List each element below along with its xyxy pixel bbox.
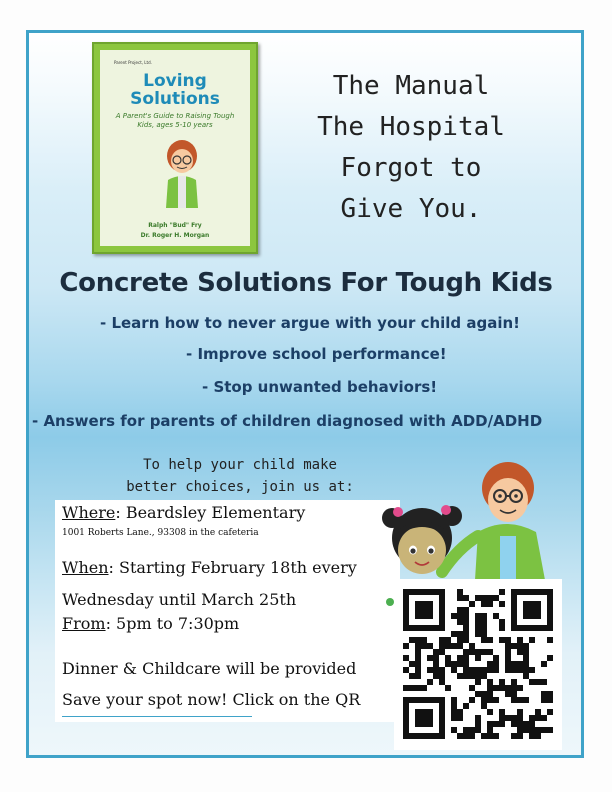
- qr-module: [511, 721, 517, 727]
- qr-module: [511, 733, 517, 739]
- qr-module: [493, 721, 499, 727]
- when-label: When: [62, 558, 109, 577]
- from-label: From: [62, 614, 106, 633]
- qr-module: [409, 661, 415, 667]
- qr-module: [499, 601, 505, 607]
- qr-module: [535, 733, 541, 739]
- qr-module: [481, 625, 487, 631]
- book-cover-inner: [100, 50, 250, 246]
- qr-module: [511, 685, 517, 691]
- qr-module: [481, 733, 487, 739]
- qr-module: [469, 673, 475, 679]
- qr-module: [457, 655, 463, 661]
- qr-module: [427, 679, 433, 685]
- qr-module: [439, 667, 445, 673]
- qr-module: [523, 721, 529, 727]
- qr-module: [457, 637, 463, 643]
- qr-module: [505, 661, 511, 667]
- qr-module: [487, 649, 493, 655]
- qr-module: [541, 697, 547, 703]
- qr-module: [415, 661, 421, 667]
- qr-module: [481, 601, 487, 607]
- qr-module: [469, 667, 475, 673]
- qr-module: [499, 709, 505, 715]
- invite-line1: To help your child make: [143, 457, 337, 473]
- invite-text: [90, 454, 390, 498]
- qr-module: [529, 733, 535, 739]
- qr-module: [499, 679, 505, 685]
- qr-module: [463, 661, 469, 667]
- qr-module: [541, 679, 547, 685]
- qr-module: [487, 661, 493, 667]
- qr-module: [451, 643, 457, 649]
- qr-module: [505, 715, 511, 721]
- qr-module: [421, 637, 427, 643]
- qr-module: [439, 673, 445, 679]
- where-line: [62, 503, 305, 522]
- qr-module: [463, 613, 469, 619]
- qr-module: [517, 733, 523, 739]
- qr-module: [457, 613, 463, 619]
- qr-module: [475, 667, 481, 673]
- qr-module: [475, 655, 481, 661]
- qr-module: [463, 595, 469, 601]
- qr-module: [517, 661, 523, 667]
- when-value: : Starting February 18th every: [108, 558, 357, 577]
- qr-module: [475, 613, 481, 619]
- headline-line3: Forgot to: [340, 153, 482, 183]
- qr-module: [541, 691, 547, 697]
- qr-module: [511, 643, 517, 649]
- qr-module: [505, 649, 511, 655]
- book-cover: [92, 42, 258, 254]
- qr-module: [523, 697, 529, 703]
- qr-module: [415, 649, 421, 655]
- book-author1: Ralph "Bud" Fry: [148, 222, 202, 229]
- qr-module: [451, 727, 457, 733]
- when-line: [62, 558, 357, 577]
- qr-module: [445, 643, 451, 649]
- qr-module: [499, 637, 505, 643]
- qr-module: [499, 685, 505, 691]
- qr-module: [463, 625, 469, 631]
- qr-module: [469, 649, 475, 655]
- qr-module: [499, 589, 505, 595]
- qr-module: [487, 679, 493, 685]
- qr-module: [475, 721, 481, 727]
- qr-module: [457, 715, 463, 721]
- qr-module: [475, 631, 481, 637]
- qr-module: [415, 655, 421, 661]
- qr-module: [469, 697, 475, 703]
- qr-module: [457, 709, 463, 715]
- qr-module: [481, 691, 487, 697]
- qr-module: [445, 685, 451, 691]
- headline-line1: The Manual: [332, 71, 490, 101]
- from-line: [62, 614, 239, 633]
- save-spot-text: Save your spot now! Click on the QR: [62, 690, 361, 709]
- qr-module: [487, 595, 493, 601]
- qr-module: [433, 667, 439, 673]
- qr-module: [493, 595, 499, 601]
- qr-module: [457, 595, 463, 601]
- book-title-line1: Loving: [143, 71, 207, 91]
- main-title: Concrete Solutions For Tough Kids: [59, 268, 553, 298]
- qr-module: [493, 697, 499, 703]
- benefit-item: - Learn how to never argue with your child again!: [100, 314, 521, 332]
- qr-module: [403, 685, 409, 691]
- qr-module: [517, 727, 523, 733]
- qr-module: [475, 691, 481, 697]
- qr-module: [529, 727, 535, 733]
- book-boy-illustration: [160, 136, 204, 208]
- qr-module: [517, 643, 523, 649]
- qr-module: [487, 727, 493, 733]
- qr-module: [451, 703, 457, 709]
- qr-module: [451, 697, 457, 703]
- qr-module: [517, 637, 523, 643]
- qr-module: [487, 637, 493, 643]
- qr-module: [439, 649, 445, 655]
- headline-line2: The Hospital: [317, 112, 505, 142]
- qr-module: [547, 637, 553, 643]
- qr-module: [493, 667, 499, 673]
- qr-module: [487, 667, 493, 673]
- qr-module: [427, 643, 433, 649]
- qr-module: [529, 667, 535, 673]
- qr-module: [457, 589, 463, 595]
- qr-module: [487, 709, 493, 715]
- qr-module: [475, 727, 481, 733]
- qr-module: [457, 733, 463, 739]
- book-publisher: Parent Project, Ltd.: [114, 60, 152, 65]
- qr-module: [415, 667, 421, 673]
- benefit-item: - Improve school performance!: [186, 345, 447, 363]
- qr-module: [463, 649, 469, 655]
- qr-module: [469, 601, 475, 607]
- qr-module: [469, 685, 475, 691]
- qr-module: [511, 715, 517, 721]
- qr-module: [523, 649, 529, 655]
- qr-module: [493, 685, 499, 691]
- qr-module: [439, 679, 445, 685]
- qr-module: [445, 661, 451, 667]
- qr-module: [541, 727, 547, 733]
- qr-module: [421, 643, 427, 649]
- qr-module: [487, 685, 493, 691]
- qr-module: [505, 643, 511, 649]
- qr-module: [493, 661, 499, 667]
- qr-module: [457, 607, 463, 613]
- qr-module: [415, 643, 421, 649]
- qr-module: [523, 661, 529, 667]
- provided-text: Dinner & Childcare will be provided: [62, 659, 357, 678]
- qr-module: [547, 655, 553, 661]
- qr-module: [463, 727, 469, 733]
- qr-module: [463, 607, 469, 613]
- qr-module: [523, 673, 529, 679]
- qr-module: [511, 691, 517, 697]
- qr-module: [499, 619, 505, 625]
- qr-module: [457, 631, 463, 637]
- qr-module: [547, 697, 553, 703]
- qr-module: [433, 649, 439, 655]
- qr-module: [535, 679, 541, 685]
- qr-module: [505, 637, 511, 643]
- qr-module: [481, 637, 487, 643]
- qr-module: [481, 595, 487, 601]
- qr-module: [505, 655, 511, 661]
- qr-module: [475, 625, 481, 631]
- qr-module: [433, 673, 439, 679]
- where-value: : Beardsley Elementary: [115, 503, 306, 522]
- qr-module: [433, 661, 439, 667]
- qr-module: [415, 637, 421, 643]
- qr-module: [505, 691, 511, 697]
- qr-module: [529, 715, 535, 721]
- qr-finder-pattern: [415, 709, 433, 727]
- qr-module: [529, 637, 535, 643]
- qr-module: [427, 667, 433, 673]
- qr-module: [463, 637, 469, 643]
- when-line2: Wednesday until March 25th: [62, 590, 297, 609]
- qr-module: [499, 625, 505, 631]
- qr-module: [517, 697, 523, 703]
- divider: [62, 716, 252, 717]
- qr-module: [517, 709, 523, 715]
- qr-module: [505, 685, 511, 691]
- qr-module: [403, 667, 409, 673]
- qr-module: [469, 727, 475, 733]
- qr-module: [535, 715, 541, 721]
- qr-module: [463, 703, 469, 709]
- qr-module: [529, 679, 535, 685]
- qr-module: [541, 715, 547, 721]
- kids-illustration: [378, 456, 558, 596]
- qr-module: [451, 613, 457, 619]
- qr-module: [469, 643, 475, 649]
- qr-module: [445, 655, 451, 661]
- qr-module: [445, 637, 451, 643]
- qr-module: [547, 727, 553, 733]
- qr-finder-pattern: [523, 601, 541, 619]
- qr-module: [493, 613, 499, 619]
- qr-module: [517, 667, 523, 673]
- qr-module: [439, 637, 445, 643]
- qr-module: [499, 721, 505, 727]
- qr-module: [481, 673, 487, 679]
- qr-finder-pattern: [415, 601, 433, 619]
- qr-module: [475, 679, 481, 685]
- from-value: : 5pm to 7:30pm: [105, 614, 240, 633]
- qr-module: [403, 643, 409, 649]
- qr-module: [493, 655, 499, 661]
- qr-module: [523, 667, 529, 673]
- qr-module: [469, 733, 475, 739]
- qr-module: [457, 643, 463, 649]
- qr-module: [547, 709, 553, 715]
- qr-module: [409, 673, 415, 679]
- qr-module: [457, 673, 463, 679]
- book-author2: Dr. Roger H. Morgan: [140, 232, 210, 239]
- qr-module: [535, 727, 541, 733]
- qr-module: [457, 619, 463, 625]
- where-label: Where: [62, 503, 116, 522]
- qr-module: [517, 649, 523, 655]
- qr-module: [493, 733, 499, 739]
- headline-line4: Give You.: [340, 194, 482, 224]
- qr-module: [475, 673, 481, 679]
- qr-module: [541, 661, 547, 667]
- qr-module: [511, 697, 517, 703]
- qr-module: [517, 715, 523, 721]
- qr-module: [505, 667, 511, 673]
- qr-module: [475, 619, 481, 625]
- qr-module: [433, 655, 439, 661]
- qr-module: [535, 709, 541, 715]
- qr-module: [475, 715, 481, 721]
- qr-module: [481, 649, 487, 655]
- qr-module: [481, 631, 487, 637]
- qr-module: [457, 661, 463, 667]
- qr-module: [481, 697, 487, 703]
- qr-module: [463, 655, 469, 661]
- qr-module: [463, 733, 469, 739]
- qr-module: [529, 721, 535, 727]
- qr-module: [451, 661, 457, 667]
- qr-module: [463, 619, 469, 625]
- qr-module: [499, 715, 505, 721]
- qr-code-graphic[interactable]: [394, 579, 562, 750]
- qr-module: [415, 673, 421, 679]
- qr-module: [451, 631, 457, 637]
- qr-module: [421, 685, 427, 691]
- qr-module: [451, 709, 457, 715]
- qr-module: [463, 667, 469, 673]
- benefit-item: - Answers for parents of children diagnosed with ADD/ADHD: [32, 412, 543, 430]
- qr-module: [523, 727, 529, 733]
- qr-module: [547, 691, 553, 697]
- qr-module: [517, 721, 523, 727]
- benefit-item: - Stop unwanted behaviors!: [202, 378, 438, 396]
- qr-module: [517, 685, 523, 691]
- qr-module: [481, 703, 487, 709]
- book-title-line2: Solutions: [130, 89, 220, 109]
- qr-module: [409, 685, 415, 691]
- qr-module: [451, 715, 457, 721]
- qr-module: [487, 733, 493, 739]
- qr-module: [481, 613, 487, 619]
- qr-module: [523, 655, 529, 661]
- qr-module: [463, 631, 469, 637]
- qr-module: [523, 643, 529, 649]
- qr-module: [409, 637, 415, 643]
- qr-module: [487, 691, 493, 697]
- qr-module: [415, 685, 421, 691]
- book-subtitle: A Parent's Guide to Raising Tough Kids, ages 5-10 years: [115, 112, 235, 129]
- qr-code[interactable]: [394, 579, 562, 750]
- qr-module: [463, 673, 469, 679]
- qr-module: [511, 667, 517, 673]
- qr-module: [439, 643, 445, 649]
- qr-module: [481, 667, 487, 673]
- qr-module: [475, 649, 481, 655]
- qr-module: [481, 619, 487, 625]
- invite-line2: better choices, join us at:: [126, 479, 354, 495]
- qr-module: [451, 667, 457, 673]
- where-address: 1001 Roberts Lane., 93308 in the cafeteria: [62, 528, 259, 538]
- headline: [280, 66, 542, 230]
- qr-module: [475, 595, 481, 601]
- qr-module: [487, 721, 493, 727]
- qr-module: [511, 679, 517, 685]
- green-dot: [386, 598, 394, 606]
- qr-module: [403, 655, 409, 661]
- qr-module: [511, 661, 517, 667]
- qr-module: [487, 601, 493, 607]
- qr-module: [427, 655, 433, 661]
- qr-module: [487, 697, 493, 703]
